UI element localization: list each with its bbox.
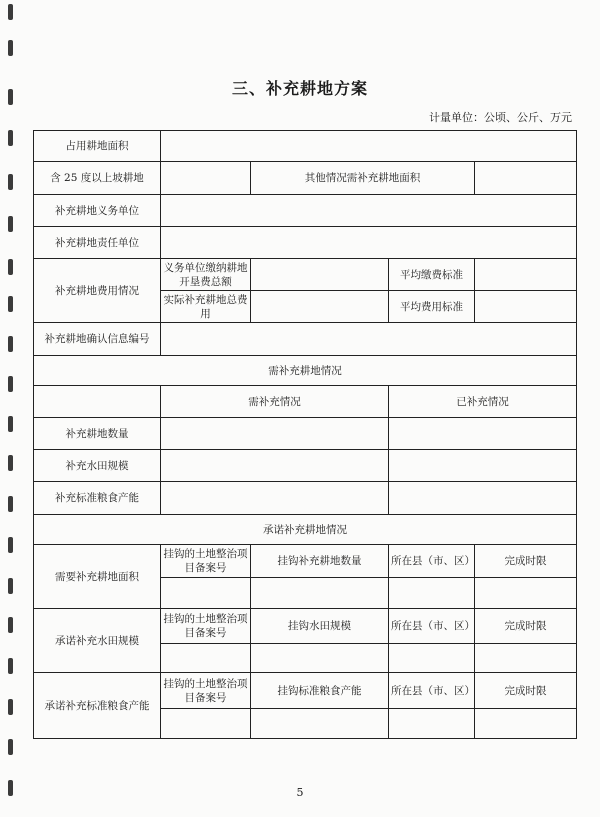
value-linked-paddy[interactable] [251, 644, 389, 673]
value-paddy-done[interactable] [389, 450, 577, 482]
need-corner-cell [34, 386, 161, 418]
label-grain: 补充标准粮食产能 [34, 482, 161, 515]
value-duty-unit[interactable] [161, 195, 577, 227]
value-quantity-done[interactable] [389, 418, 577, 450]
label-commit-area: 需要补充耕地面积 [34, 545, 161, 609]
binding-hole [8, 658, 13, 674]
value-confirm-id[interactable] [161, 323, 577, 356]
value-occupied-area[interactable] [161, 131, 577, 162]
table-row [34, 609, 577, 644]
value-reclaim-fee-total[interactable] [251, 259, 389, 291]
col-county: 所在县（市、区） [389, 609, 475, 644]
value-linked-quantity[interactable] [251, 578, 389, 609]
value-responsible-unit[interactable] [161, 227, 577, 259]
table-row [34, 131, 577, 162]
col-linked-quantity: 挂钩补充耕地数量 [251, 545, 389, 578]
col-need: 需补充情况 [161, 386, 389, 418]
table-row [34, 386, 577, 418]
label-paddy: 补充水田规模 [34, 450, 161, 482]
binding-hole [8, 699, 13, 715]
value-quantity-need[interactable] [161, 418, 389, 450]
col-deadline: 完成时限 [475, 609, 577, 644]
value-project-id[interactable] [161, 578, 251, 609]
page-number: 5 [296, 786, 304, 799]
value-grain-done[interactable] [389, 482, 577, 515]
binding-hole [8, 174, 13, 190]
need-section-header: 需补充耕地情况 [34, 356, 577, 386]
table-row [34, 545, 577, 578]
binding-hole [8, 40, 13, 56]
label-other-area: 其他情况需补充耕地面积 [251, 162, 475, 195]
col-project-id: 挂钩的土地整治项目备案号 [161, 609, 251, 644]
label-slope-area: 含 25 度以上坡耕地 [34, 162, 161, 195]
label-commit-paddy: 承诺补充水田规模 [34, 609, 161, 673]
value-linked-grain[interactable] [251, 709, 389, 739]
binding-hole [8, 496, 13, 512]
label-avg-fee-standard: 平均缴费标准 [389, 259, 475, 291]
label-cost-situation: 补充耕地费用情况 [34, 259, 161, 323]
label-reclaim-fee-total: 义务单位缴纳耕地开垦费总额 [161, 259, 251, 291]
value-deadline[interactable] [475, 644, 577, 673]
table-row [34, 323, 577, 356]
label-duty-unit: 补充耕地义务单位 [34, 195, 161, 227]
table-row [34, 450, 577, 482]
label-avg-cost-standard: 平均费用标准 [389, 291, 475, 323]
binding-hole [8, 336, 13, 352]
binding-hole [8, 376, 13, 392]
binding-hole [8, 4, 13, 20]
table-row [34, 162, 577, 195]
value-county[interactable] [389, 709, 475, 739]
table-row [34, 418, 577, 450]
col-county: 所在县（市、区） [389, 673, 475, 709]
value-county[interactable] [389, 578, 475, 609]
value-avg-fee-standard[interactable] [475, 259, 577, 291]
unit-note: 计量单位：公顷、公斤、万元 [429, 111, 572, 124]
value-county[interactable] [389, 644, 475, 673]
label-responsible-unit: 补充耕地责任单位 [34, 227, 161, 259]
value-project-id[interactable] [161, 644, 251, 673]
label-commit-grain: 承诺补充标准粮食产能 [34, 673, 161, 739]
binding-hole [8, 259, 13, 275]
col-linked-grain: 挂钩标准粮食产能 [251, 673, 389, 709]
label-occupied-area: 占用耕地面积 [34, 131, 161, 162]
binding-hole [8, 416, 13, 432]
col-deadline: 完成时限 [475, 673, 577, 709]
value-deadline[interactable] [475, 578, 577, 609]
col-done: 已补充情况 [389, 386, 577, 418]
binding-holes [8, 0, 18, 817]
plan-form-table [33, 130, 577, 739]
col-linked-paddy: 挂钩水田规模 [251, 609, 389, 644]
table-row [34, 515, 577, 545]
binding-hole [8, 537, 13, 553]
page-title: 三、补充耕地方案 [231, 79, 368, 98]
table-row [34, 356, 577, 386]
value-grain-need[interactable] [161, 482, 389, 515]
binding-hole [8, 617, 13, 633]
binding-hole [8, 455, 13, 471]
table-row [34, 259, 577, 291]
commit-section-header: 承诺补充耕地情况 [34, 515, 577, 545]
label-actual-total-cost: 实际补充耕地总费用 [161, 291, 251, 323]
value-avg-cost-standard[interactable] [475, 291, 577, 323]
value-deadline[interactable] [475, 709, 577, 739]
value-other-area[interactable] [475, 162, 577, 195]
value-paddy-need[interactable] [161, 450, 389, 482]
col-project-id: 挂钩的土地整治项目备案号 [161, 545, 251, 578]
table-row [34, 227, 577, 259]
binding-hole [8, 216, 13, 232]
value-slope-area[interactable] [161, 162, 251, 195]
binding-hole [8, 296, 13, 312]
table-row [34, 195, 577, 227]
binding-hole [8, 739, 13, 755]
col-project-id: 挂钩的土地整治项目备案号 [161, 673, 251, 709]
binding-hole [8, 130, 13, 146]
label-confirm-id: 补充耕地确认信息编号 [34, 323, 161, 356]
col-deadline: 完成时限 [475, 545, 577, 578]
table-row [34, 673, 577, 709]
binding-hole [8, 578, 13, 594]
label-quantity: 补充耕地数量 [34, 418, 161, 450]
col-county: 所在县（市、区） [389, 545, 475, 578]
table-row [34, 482, 577, 515]
value-project-id[interactable] [161, 709, 251, 739]
value-actual-total-cost[interactable] [251, 291, 389, 323]
